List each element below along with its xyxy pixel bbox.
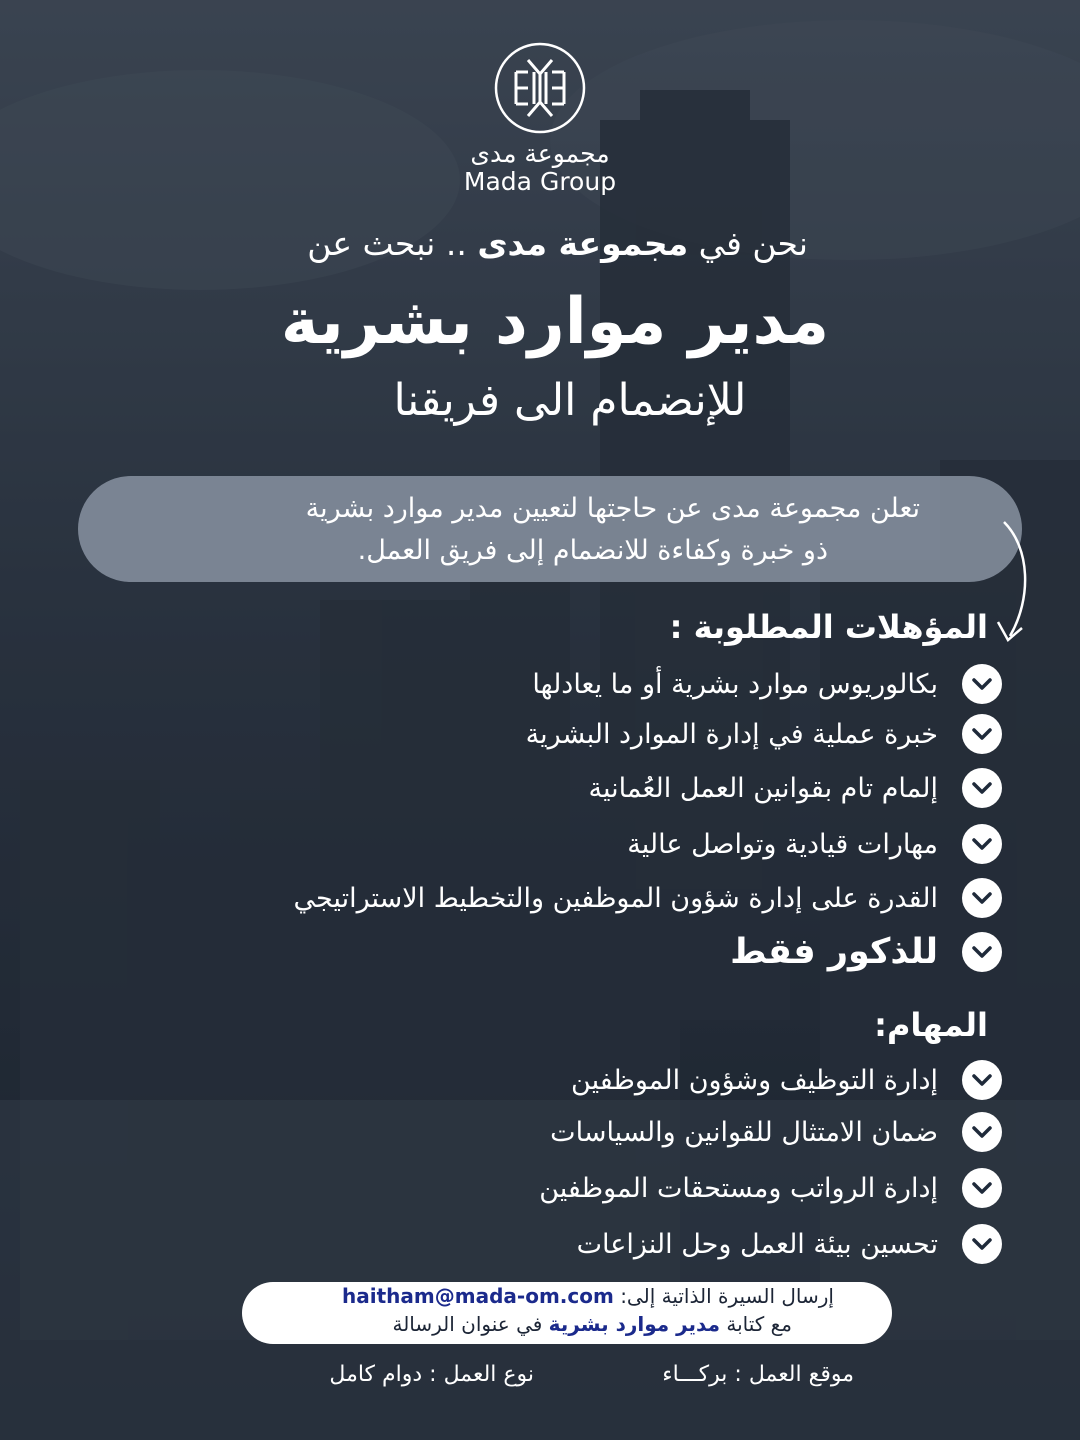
check-circle-icon xyxy=(962,1168,1002,1208)
curved-arrow-icon xyxy=(990,518,1040,648)
apply-send-label: إرسال السيرة الذاتية إلى: xyxy=(620,1284,834,1308)
job-subtitle: للإنضمام الى فريقنا xyxy=(393,375,747,426)
task-item xyxy=(539,1168,1002,1208)
qualification-item xyxy=(589,768,1002,808)
intro-line xyxy=(268,224,808,263)
task-text: ضمان الامتثال للقوانين والسياسات xyxy=(550,1116,938,1148)
task-text: إدارة الرواتب ومستحقات الموظفين xyxy=(539,1172,938,1204)
work-location: موقع العمل : بركـــاء xyxy=(662,1362,854,1387)
check-circle-icon xyxy=(962,1112,1002,1152)
qualification-text: مهارات قيادية وتواصل عالية xyxy=(627,828,938,860)
qualifications-title: المؤهلات المطلوبة : xyxy=(669,608,988,646)
check-circle-icon xyxy=(962,714,1002,754)
check-circle-icon xyxy=(962,1060,1002,1100)
check-circle-icon xyxy=(962,878,1002,918)
qualification-text: بكالوريوس موارد بشرية أو ما يعادلها xyxy=(532,668,938,700)
tasks-title: المهام: xyxy=(874,1006,988,1044)
apply-email-link[interactable]: haitham@mada-om.com xyxy=(342,1284,614,1308)
qualification-text: القدرة على إدارة شؤون الموظفين والتخطيط الاستراتيجي xyxy=(293,882,938,914)
apply-line-2 xyxy=(260,1312,792,1336)
apply-subject-bold: مدير موارد بشرية xyxy=(548,1312,720,1336)
qualification-text: للذكور فقط xyxy=(730,932,938,972)
qualification-text: إلمام تام بقوانين العمل العُمانية xyxy=(588,772,938,804)
job-type: نوع العمل : دوام كامل xyxy=(329,1362,534,1387)
check-circle-icon xyxy=(962,664,1002,704)
mada-logo-icon xyxy=(494,42,586,134)
qualification-item xyxy=(532,664,1002,704)
job-title: مدير موارد بشرية xyxy=(280,285,830,359)
brand-name-english: Mada Group xyxy=(463,167,617,196)
announcement-text xyxy=(100,488,920,572)
qualification-item-males-only xyxy=(730,932,1002,972)
intro-after: .. نبحث عن xyxy=(307,224,478,263)
task-text: إدارة التوظيف وشؤون الموظفين xyxy=(571,1064,938,1096)
check-circle-icon xyxy=(962,1224,1002,1264)
qualification-item xyxy=(627,824,1002,864)
apply-line-1 xyxy=(260,1284,834,1308)
intro-before: نحن في xyxy=(688,224,808,263)
qualification-item xyxy=(293,878,1002,918)
task-item xyxy=(571,1060,1002,1100)
brand-name-arabic: مجموعة مدى xyxy=(470,139,610,168)
apply-subject-after: في عنوان الرسالة xyxy=(392,1312,549,1336)
announcement-line-2: ذو خبرة وكفاءة للانضمام إلى فريق العمل. xyxy=(357,535,828,566)
apply-subject-before: مع كتابة xyxy=(719,1312,792,1336)
announcement-line-1: تعلن مجموعة مدى عن حاجتها لتعيين مدير موارد بشرية xyxy=(305,493,920,524)
check-circle-icon xyxy=(962,824,1002,864)
intro-company: مجموعة مدى xyxy=(477,224,689,263)
check-circle-icon xyxy=(962,768,1002,808)
check-circle-icon xyxy=(962,932,1002,972)
task-text: تحسين بيئة العمل وحل النزاعات xyxy=(576,1228,938,1260)
task-item xyxy=(550,1112,1002,1152)
qualification-text: خبرة عملية في إدارة الموارد البشرية xyxy=(525,718,938,750)
qualification-item xyxy=(526,714,1002,754)
brand-logo xyxy=(0,42,1080,196)
task-item xyxy=(577,1224,1002,1264)
